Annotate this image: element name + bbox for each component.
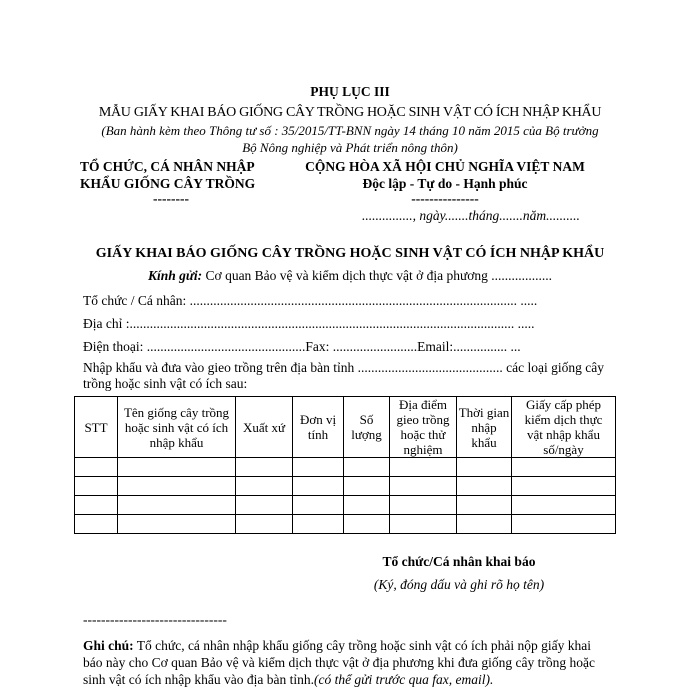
- col-header-import-time: [457, 397, 512, 458]
- table-cell: [293, 458, 344, 477]
- header-text: Giấy cấp phép: [525, 397, 602, 412]
- table-cell: [390, 496, 457, 515]
- table-row: [75, 477, 616, 496]
- declaration-table: [74, 396, 616, 534]
- intro-line-1: Nhập khẩu và đưa vào gieo trồng trên địa bàn tỉnh ........................................... các loại giống cây: [83, 360, 604, 375]
- table-cell: [118, 458, 236, 477]
- issued-by-line-1: (Ban hành kèm theo Thông tư số : 35/2015/TT-BNN ngày 14 tháng 10 năm 2015 của Bộ trưởng: [101, 123, 599, 138]
- table-body: [75, 458, 616, 534]
- header-text: Tên giống cây trồng: [123, 404, 230, 420]
- date-line: ..............., ngày.......tháng.......năm..........: [362, 208, 580, 223]
- document-title: GIẤY KHAI BÁO GIỐNG CÂY TRỒNG HOẶC SINH VẬT CÓ ÍCH NHẬP KHẨU: [95, 246, 605, 261]
- table-row: [75, 458, 616, 477]
- table-cell: [344, 515, 390, 534]
- header-text: tính: [307, 427, 329, 442]
- footnote-label: Ghi chú:: [83, 638, 134, 653]
- table-cell: [512, 496, 616, 515]
- table-cell: [293, 515, 344, 534]
- col-header-permit: [512, 397, 616, 458]
- address-field: Địa chỉ :.................................................................................................................. .....: [83, 316, 535, 331]
- table-cell: [293, 477, 344, 496]
- contact-field: Điện thoại: ...............................................Fax: .........................Email:................ ...: [83, 339, 521, 354]
- header-text: hoặc thử: [400, 427, 446, 442]
- table-cell: [512, 515, 616, 534]
- signature-title: Tổ chức/Cá nhân khai báo: [382, 554, 536, 569]
- col-header-variety-name: [118, 397, 236, 458]
- table-cell: [344, 458, 390, 477]
- org-heading-rule: --------: [153, 191, 189, 206]
- table-cell: [390, 477, 457, 496]
- appendix-label: PHỤ LỤC III: [310, 84, 390, 99]
- header-text: số/ngày: [543, 442, 584, 457]
- header-text: vật nhập khẩu: [527, 427, 600, 442]
- table-cell: [457, 477, 512, 496]
- table-cell: [75, 458, 118, 477]
- table-cell: [293, 496, 344, 515]
- table-cell: [236, 496, 293, 515]
- table-cell: [344, 496, 390, 515]
- table-cell: [236, 515, 293, 534]
- table-cell: [457, 496, 512, 515]
- footnote-line-2: báo này cho Cơ quan Bảo vệ và kiểm dịch thực vật ở địa phương khi đưa giống cây trồng hoặc: [83, 655, 595, 670]
- col-header-origin: [236, 397, 293, 458]
- table-cell: [457, 458, 512, 477]
- footnote-rule: --------------------------------: [83, 612, 227, 627]
- col-header-stt: [75, 397, 118, 458]
- footnote-text-1: Tổ chức, cá nhân nhập khẩu giống cây trồng hoặc sinh vật có ích phải nộp giấy khai: [133, 638, 591, 653]
- org-field: Tổ chức / Cá nhân: ................................................................................................. .....: [83, 293, 538, 308]
- table-cell: [512, 458, 616, 477]
- header-text: STT: [84, 419, 108, 435]
- header-text: lượng: [351, 427, 382, 442]
- header-text: nhập: [471, 419, 497, 435]
- table-cell: [75, 477, 118, 496]
- header-text: gieo trồng: [396, 412, 450, 427]
- signature-note: (Ký, đóng dấu và ghi rõ họ tên): [373, 577, 545, 592]
- table-header-row: [75, 397, 616, 458]
- header-text: Đơn vị: [299, 412, 337, 427]
- recipient-text: Cơ quan Bảo vệ và kiểm dịch thực vật ở địa phương ..................: [202, 268, 553, 283]
- footnote-line-1: [83, 637, 591, 654]
- col-header-quantity: [344, 397, 390, 458]
- national-title: CỘNG HÒA XÃ HỘI CHỦ NGHĨA VIỆT NAM: [305, 159, 585, 174]
- header-text: nhập khẩu: [149, 434, 204, 450]
- table-cell: [236, 477, 293, 496]
- header-text: hoặc sinh vật có ích: [124, 419, 229, 435]
- header-text: Địa điểm: [398, 397, 447, 412]
- header-text: Số: [359, 412, 374, 427]
- header-text: Xuất xứ: [242, 419, 286, 435]
- col-header-unit: [293, 397, 344, 458]
- table-cell: [118, 496, 236, 515]
- table-row: [75, 496, 616, 515]
- header-text: khẩu: [471, 434, 497, 450]
- footnote-text-3-italic: (có thể gửi trước qua fax, email).: [313, 672, 494, 687]
- footnote-text-3: sinh vật có ích nhập khẩu vào địa bàn tỉnh.: [83, 672, 314, 687]
- header-text: nghiệm: [403, 442, 443, 457]
- table-cell: [457, 515, 512, 534]
- table-cell: [75, 496, 118, 515]
- org-heading-line-2: KHẨU GIỐNG CÂY TRỒNG: [80, 176, 256, 191]
- table-cell: [344, 477, 390, 496]
- header-text: Thời gian: [458, 404, 510, 420]
- col-header-location: [390, 397, 457, 458]
- recipient-line: [0, 267, 700, 284]
- table-cell: [236, 458, 293, 477]
- table-cell: [118, 477, 236, 496]
- table-cell: [390, 458, 457, 477]
- header-text: kiểm dịch thực: [524, 412, 603, 427]
- national-motto: Độc lập - Tự do - Hạnh phúc: [362, 176, 528, 191]
- table-row: [75, 515, 616, 534]
- recipient-label: Kính gửi:: [147, 268, 203, 283]
- national-rule: ---------------: [411, 191, 479, 206]
- issued-by-line-2: Bộ Nông nghiệp và Phát triển nông thôn): [242, 140, 458, 155]
- org-heading-line-1: TỔ CHỨC, CÁ NHÂN NHẬP: [80, 159, 255, 174]
- table-cell: [75, 515, 118, 534]
- table-cell: [118, 515, 236, 534]
- footnote-line-3: [83, 671, 493, 688]
- form-title: MẪU GIẤY KHAI BÁO GIỐNG CÂY TRỒNG HOẶC SINH VẬT CÓ ÍCH NHẬP KHẨU: [98, 105, 602, 120]
- table-cell: [390, 515, 457, 534]
- table-cell: [512, 477, 616, 496]
- intro-line-2: trồng hoặc sinh vật có ích sau:: [83, 376, 248, 391]
